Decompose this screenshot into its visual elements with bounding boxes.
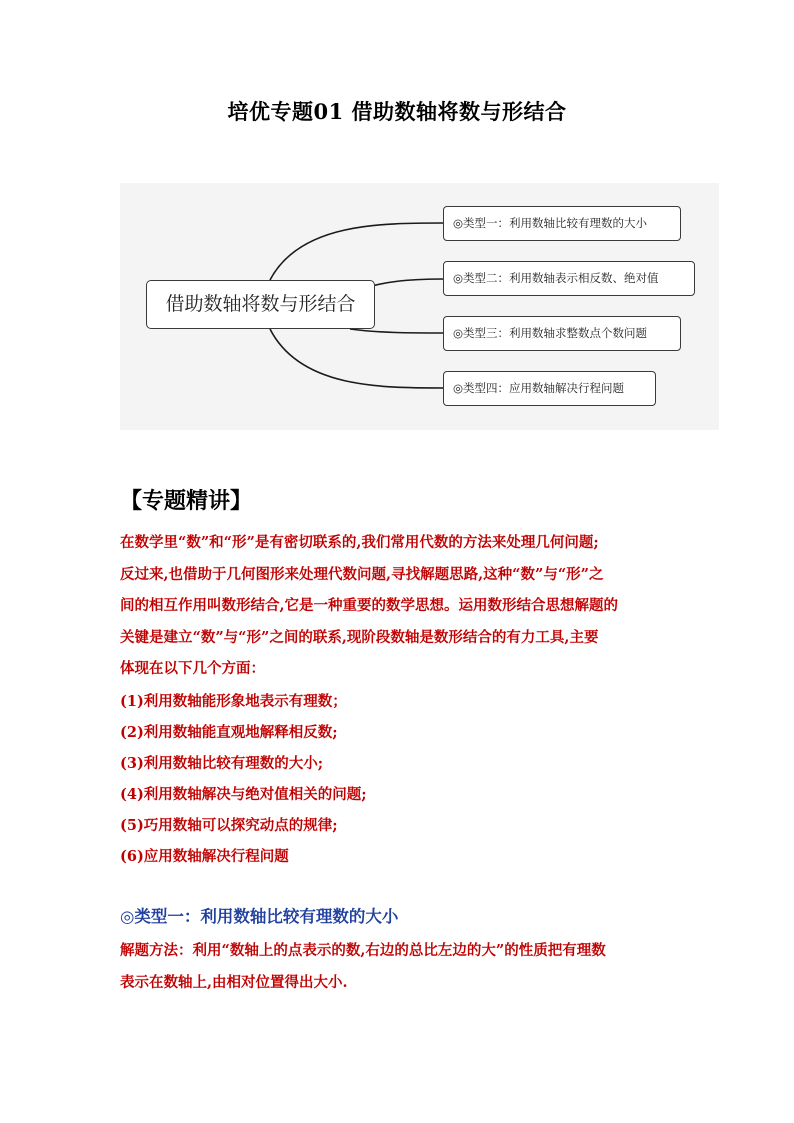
branch-type-4: ◎类型四：应用数轴解决行程问题: [443, 371, 656, 406]
point-item: (5)巧用数轴可以探究动点的规律;: [120, 817, 338, 834]
section-heading: 【专题精讲】: [120, 488, 253, 514]
connector-3: [350, 329, 445, 333]
type1-method: [120, 935, 690, 998]
point-item: (6)应用数轴解决行程问题: [120, 848, 289, 865]
intro-line: 反过来,也借助于几何图形来处理代数问题,寻找解题思路,这种“数”与“形”之: [120, 565, 604, 583]
point-item: (3)利用数轴比较有理数的大小;: [120, 755, 324, 772]
connector-4: [270, 329, 445, 388]
point-item: (2)利用数轴能直观地解释相反数;: [120, 724, 338, 741]
method-line: 解题方法：利用“数轴上的点表示的数,右边的总比左边的大”的性质把有理数: [120, 942, 606, 959]
connector-1: [270, 223, 445, 280]
mind-map-root: 借助数轴将数与形结合: [146, 280, 375, 329]
branch-type-3: ◎类型三：利用数轴求整数点个数问题: [443, 316, 681, 351]
type1-heading: ◎类型一：利用数轴比较有理数的大小: [120, 907, 399, 926]
page-title: 培优专题01 借助数轴将数与形结合: [227, 99, 567, 124]
point-item: (4)利用数轴解决与绝对值相关的问题;: [120, 786, 367, 803]
method-line: 表示在数轴上,由相对位置得出大小.: [120, 973, 348, 991]
point-item: (1)利用数轴能形象地表示有理数；: [120, 693, 347, 710]
mind-map: [120, 183, 719, 430]
intro-line: 间的相互作用叫数形结合,它是一种重要的数学思想。运用数形结合思想解题的: [120, 597, 619, 615]
branch-type-2: ◎类型二：利用数轴表示相反数、绝对值: [443, 261, 695, 296]
intro-line: 在数学里“数”和“形”是有密切联系的,我们常用代数的方法来处理几何问题;: [120, 534, 599, 551]
intro-line: 体现在以下几个方面：: [120, 660, 265, 678]
intro-paragraph: [120, 527, 690, 685]
intro-line: 关键是建立“数”与“形”之间的联系,现阶段数轴是数形结合的有力工具,主要: [120, 628, 599, 646]
branch-type-1: ◎类型一：利用数轴比较有理数的大小: [443, 206, 681, 241]
